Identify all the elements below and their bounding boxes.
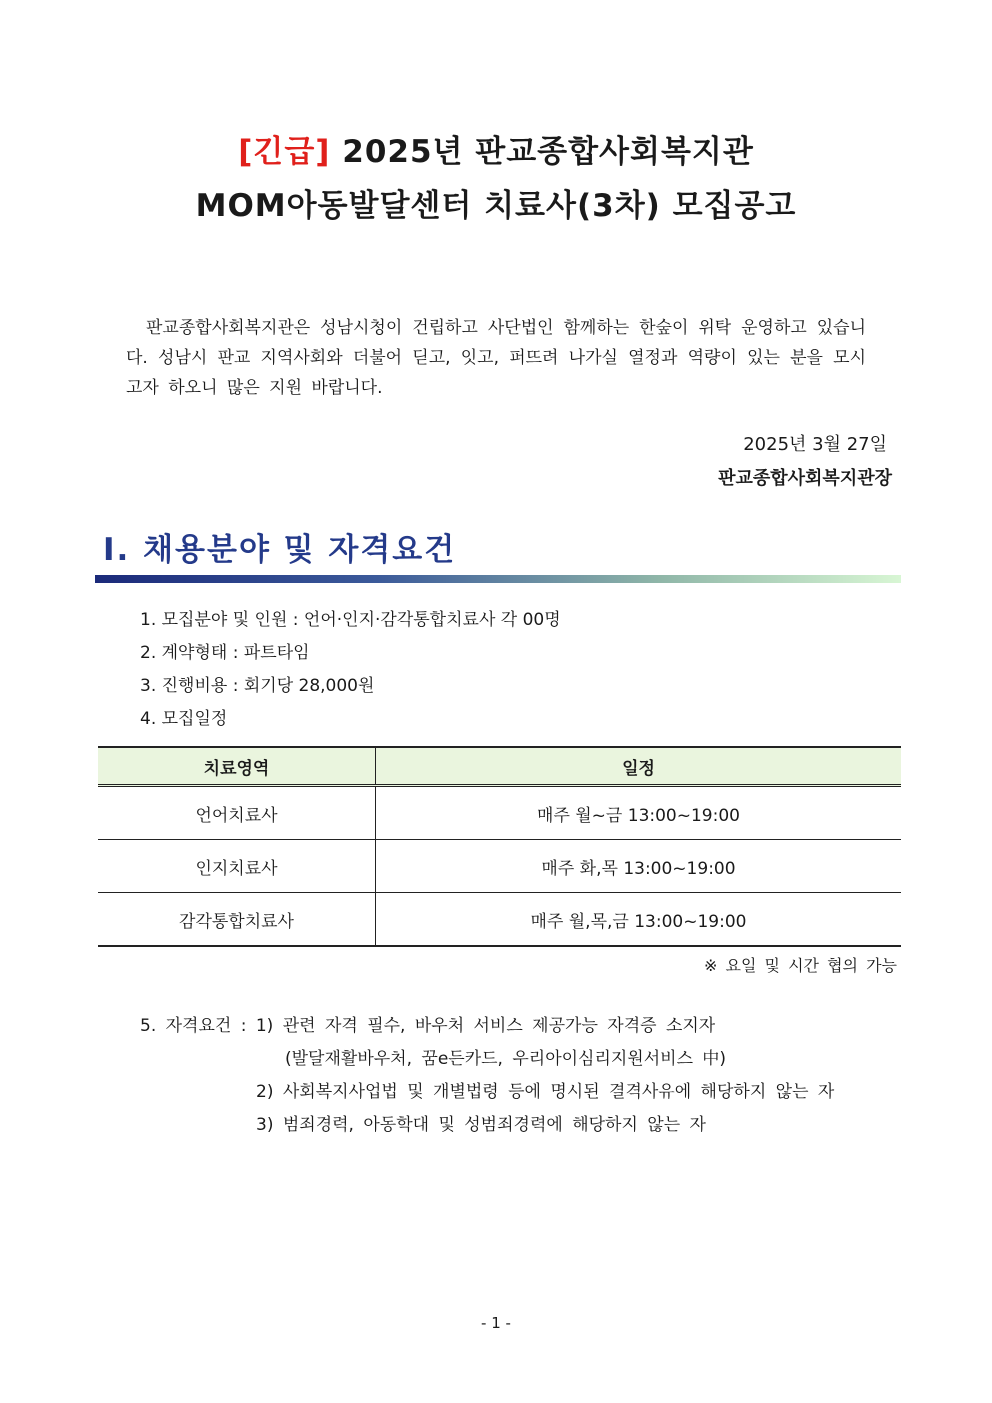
urgent-tag: [긴급]: [238, 134, 331, 170]
signer-name: 판교종합사회복지관장: [718, 468, 892, 489]
schedule-table: [98, 746, 901, 947]
qualification-item-1-detail: (발달재활바우처, 꿈e든카드, 우리아이심리지원서비스 中): [285, 1049, 727, 1069]
header-schedule: 일정: [376, 747, 902, 786]
qualifications-list: [140, 1010, 834, 1142]
table-cell: 인지치료사: [98, 840, 376, 893]
table-row: [98, 840, 901, 893]
page-number: - 1 -: [481, 1314, 511, 1332]
list-item: 4. 모집일정: [140, 709, 228, 729]
announcement-date: 2025년 3월 27일: [743, 434, 887, 455]
table-cell: 매주 화,목 13:00~19:00: [376, 840, 902, 893]
table-row: [98, 893, 901, 947]
section-title: Ⅰ. 채용분야 및 자격요건: [103, 532, 457, 568]
table-cell: 매주 월,목,금 13:00~19:00: [376, 893, 902, 947]
page-title-line1: [0, 126, 992, 171]
page-title-line2: MOM아동발달센터 치료사(3차) 모집공고: [195, 188, 797, 224]
table-cell: 매주 월~금 13:00~19:00: [376, 786, 902, 840]
list-item: 3. 진행비용 : 회기당 28,000원: [140, 676, 375, 696]
qualification-item-3: 3) 범죄경력, 아동학대 및 성범죄경력에 해당하지 않는 자: [256, 1115, 706, 1135]
list-item: 1. 모집분야 및 인원 : 언어·인지·감각통합치료사 각 00명: [140, 610, 561, 630]
qualification-item-2: 2) 사회복지사업법 및 개별법령 등에 명시된 결격사유에 해당하지 않는 자: [256, 1082, 835, 1102]
table-cell: 언어치료사: [98, 786, 376, 840]
table-cell: 감각통합치료사: [98, 893, 376, 947]
table-row: [98, 786, 901, 840]
table-header-row: [98, 747, 901, 786]
list-item: 2. 계약형태 : 파트타임: [140, 643, 310, 663]
section-divider-bar: [95, 575, 901, 583]
qualification-item-1: 5. 자격요건 : 1) 관련 자격 필수, 바우처 서비스 제공가능 자격증 소지자: [140, 1016, 716, 1036]
header-therapy-area: 치료영역: [98, 747, 376, 786]
title-line1-text: 2025년 판교종합사회복지관: [330, 134, 754, 170]
intro-paragraph: 판교종합사회복지관은 성남시청이 건립하고 사단법인 함께하는 한숲이 위탁 운영하고 있습니다. 성남시 판교 지역사회와 더불어 딛고, 잇고, 퍼뜨려 나가실 열정과 역량이 있는 분을 모시고자 하오니 많은 지원 바랍니다.: [126, 318, 866, 398]
recruit-info-list: [140, 604, 561, 736]
schedule-note: ※ 요일 및 시간 협의 가능: [704, 956, 897, 975]
